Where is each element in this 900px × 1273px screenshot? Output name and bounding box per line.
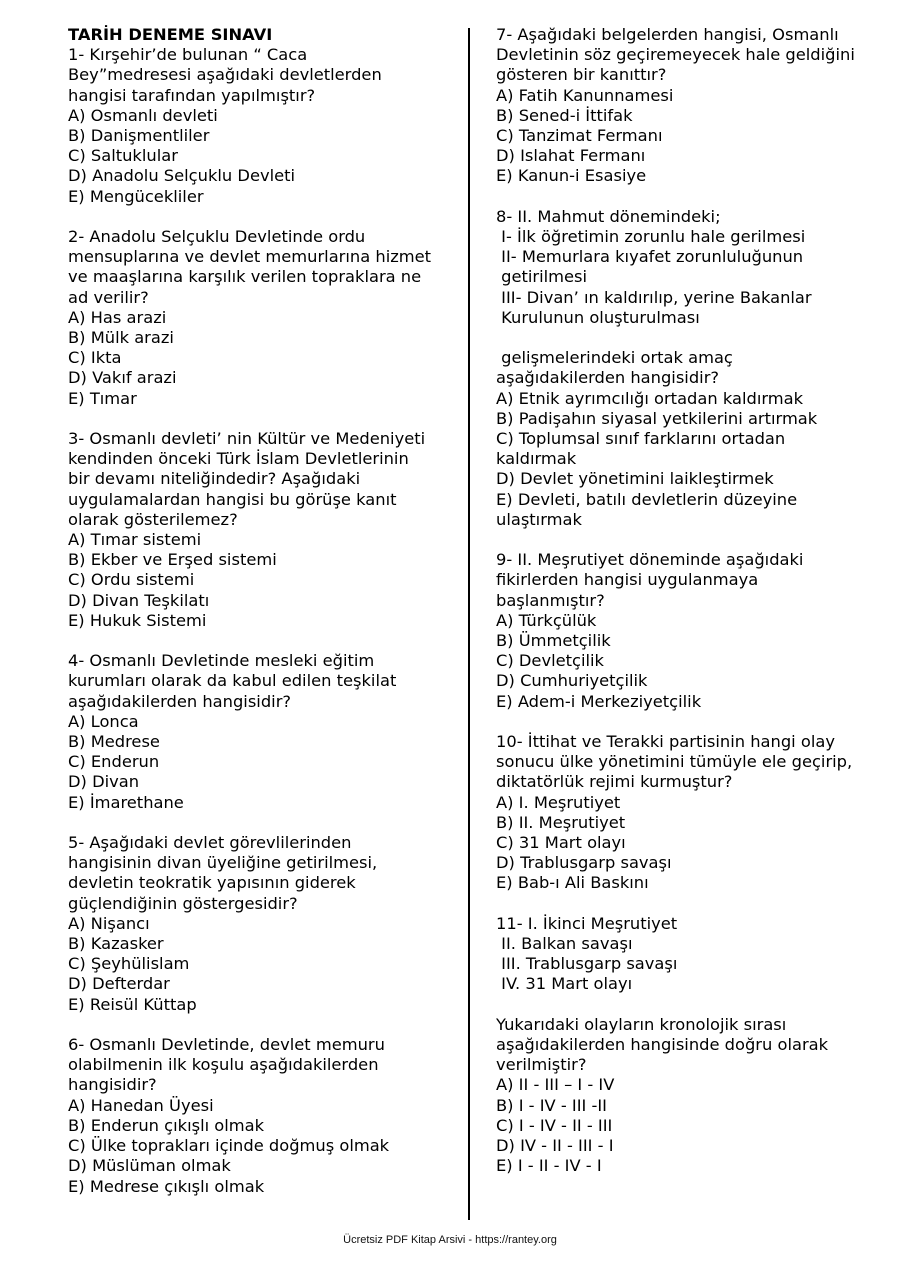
text-line: A) Osmanlı devleti: [68, 105, 218, 125]
text-line: kaldırmak: [496, 449, 577, 469]
text-line: C) Ikta: [68, 348, 122, 368]
text-line: B) Medrese: [68, 732, 160, 752]
text-line: diktatörlük rejimi kurmuştur?: [496, 772, 733, 792]
blank-line: [68, 409, 452, 429]
text-line: B) I - IV - III -II: [496, 1095, 607, 1115]
text-line: III. Trablusgarp savaşı: [496, 954, 678, 974]
text-line: D) Vakıf arazi: [68, 368, 177, 388]
exam-title: TARİH DENEME SINAVI: [68, 25, 273, 44]
text-line: sonucu ülke yönetimini tümüyle ele geçirip,: [496, 752, 853, 772]
text-line: ve maaşlarına karşılık verilen topraklara ne: [68, 267, 422, 287]
blank-line: [68, 1015, 452, 1035]
text-line: 5- Aşağıdaki devlet görevlilerinden: [68, 833, 352, 853]
blank-line: [496, 995, 880, 1015]
text-line: kurumları olarak da kabul edilen teşkilat: [68, 671, 397, 691]
text-line: aşağıdakilerden hangisidir?: [68, 691, 292, 711]
text-line: güçlendiğinin göstergesidir?: [68, 893, 298, 913]
text-line: A) Hanedan Üyesi: [68, 1095, 214, 1115]
text-line: kendinden önceki Türk İslam Devletlerinin: [68, 449, 409, 469]
text-line: B) Sened-i İttifak: [496, 105, 633, 125]
text-line: hangisinin divan üyeliğine getirilmesi,: [68, 853, 378, 873]
text-line: Bey”medresesi aşağıdaki devletlerden: [68, 65, 382, 85]
text-line: başlanmıştır?: [496, 590, 605, 610]
text-line: uygulamalardan hangisi bu görüşe kanıt: [68, 489, 397, 509]
text-line: E) Medrese çıkışlı olmak: [68, 1176, 265, 1196]
text-line: 3- Osmanlı devleti’ nin Kültür ve Medeniyeti: [68, 429, 426, 449]
text-line: A) Türkçülük: [496, 610, 597, 630]
text-line: D) Divan: [68, 772, 140, 792]
text-line: gösteren bir kanıttır?: [496, 65, 667, 85]
text-line: 7- Aşağıdaki belgelerden hangisi, Osmanlı: [496, 25, 839, 44]
blank-line: [496, 712, 880, 732]
text-line: 8- II. Mahmut dönemindeki;: [496, 206, 721, 226]
blank-line: [496, 894, 880, 914]
text-line: D) Trablusgarp savaşı: [496, 853, 672, 873]
text-line: getirilmesi: [496, 267, 588, 287]
text-line: B) Padişahın siyasal yetkilerini artırmak: [496, 408, 818, 428]
text-line: C) Devletçilik: [496, 651, 604, 671]
text-line: bir devamı niteliğindedir? Aşağıdaki: [68, 469, 361, 489]
blank-line: [496, 530, 880, 550]
text-line: E) Bab-ı Ali Baskını: [496, 873, 649, 893]
text-line: A) Lonca: [68, 711, 139, 731]
text-line: Yukarıdaki olayların kronolojik sırası: [496, 1014, 787, 1034]
blank-line: [68, 631, 452, 651]
text-line: C) Enderun: [68, 752, 160, 772]
text-line: C) Tanzimat Fermanı: [496, 126, 663, 146]
text-line: 6- Osmanlı Devletinde, devlet memuru: [68, 1035, 385, 1055]
text-line: B) Mülk arazi: [68, 328, 174, 348]
text-line: C) Şeyhülislam: [68, 954, 190, 974]
text-line: 11- I. İkinci Meşrutiyet: [496, 913, 678, 933]
text-line: ulaştırmak: [496, 509, 582, 529]
text-line: III- Divan’ ın kaldırılıp, yerine Bakanlar: [496, 287, 812, 307]
column-divider: [468, 28, 470, 1220]
text-line: A) Has arazi: [68, 307, 167, 327]
text-line: II. Balkan savaşı: [496, 934, 633, 954]
text-line: B) Ekber ve Erşed sistemi: [68, 550, 277, 570]
text-line: C) Ülke toprakları içinde doğmuş olmak: [68, 1136, 390, 1156]
text-line: 9- II. Meşrutiyet döneminde aşağıdaki: [496, 550, 804, 570]
text-line: olarak gösterilemez?: [68, 509, 238, 529]
text-line: B) II. Meşrutiyet: [496, 812, 626, 832]
text-line: D) Anadolu Selçuklu Devleti: [68, 166, 296, 186]
text-line: A) Tımar sistemi: [68, 530, 202, 550]
text-line: IV. 31 Mart olayı: [496, 974, 633, 994]
text-line: C) I - IV - II - III: [496, 1115, 613, 1135]
text-line: D) Cumhuriyetçilik: [496, 671, 648, 691]
text-line: D) Defterdar: [68, 974, 170, 994]
text-line: aşağıdakilerden hangisinde doğru olarak: [496, 1035, 829, 1055]
text-line: E) I - II - IV - I: [496, 1156, 602, 1176]
text-line: E) Adem-i Merkeziyetçilik: [496, 691, 702, 711]
text-line: D) Müslüman olmak: [68, 1156, 231, 1176]
text-line: C) Ordu sistemi: [68, 570, 195, 590]
text-line: 2- Anadolu Selçuklu Devletinde ordu: [68, 227, 366, 247]
text-line: verilmiştir?: [496, 1055, 587, 1075]
footer-text: Ücretsiz PDF Kitap Arsivi - https://rantey.org: [343, 1234, 557, 1246]
blank-line: [68, 813, 452, 833]
text-line: 4- Osmanlı Devletinde mesleki eğitim: [68, 651, 375, 671]
text-line: D) Devlet yönetimini laikleştirmek: [496, 469, 774, 489]
text-line: II- Memurlara kıyafet zorunluluğunun: [496, 247, 804, 267]
text-line: Devletinin söz geçiremeyecek hale geldiğini: [496, 45, 855, 65]
text-line: A) Fatih Kanunnamesi: [496, 85, 674, 105]
text-line: D) Islahat Fermanı: [496, 146, 646, 166]
blank-line: [496, 187, 880, 207]
text-line: 10- İttihat ve Terakki partisinin hangi olay: [496, 732, 835, 752]
text-line: mensuplarına ve devlet memurlarına hizmet: [68, 247, 432, 267]
text-line: B) Danişmentliler: [68, 126, 210, 146]
text-line: E) Hukuk Sistemi: [68, 610, 207, 630]
text-line: E) İmarethane: [68, 792, 184, 812]
text-line: E) Mengücekliler: [68, 186, 204, 206]
text-line: E) Devleti, batılı devletlerin düzeyine: [496, 489, 798, 509]
text-line: D) IV - II - III - I: [496, 1136, 614, 1156]
text-line: A) Nişancı: [68, 913, 150, 933]
text-line: aşağıdakilerden hangisidir?: [496, 368, 720, 388]
left-column: [68, 25, 452, 1197]
text-line: C) Toplumsal sınıf farklarını ortadan: [496, 429, 786, 449]
text-line: olabilmenin ilk koşulu aşağıdakilerden: [68, 1055, 379, 1075]
text-line: B) Ümmetçilik: [496, 631, 611, 651]
right-column: [496, 25, 880, 1176]
text-line: E) Reisül Küttap: [68, 994, 197, 1014]
text-line: A) I. Meşrutiyet: [496, 792, 621, 812]
text-line: fikirlerden hangisi uygulanmaya: [496, 570, 759, 590]
text-line: gelişmelerindeki ortak amaç: [496, 348, 733, 368]
text-line: hangisidir?: [68, 1075, 157, 1095]
text-line: devletin teokratik yapısının giderek: [68, 873, 356, 893]
blank-line: [68, 207, 452, 227]
text-line: D) Divan Teşkilatı: [68, 590, 210, 610]
text-line: C) 31 Mart olayı: [496, 833, 626, 853]
text-line: C) Saltuklular: [68, 146, 178, 166]
text-line: E) Kanun-i Esasiye: [496, 166, 647, 186]
text-line: A) II - III – I - IV: [496, 1075, 615, 1095]
text-line: I- İlk öğretimin zorunlu hale gerilmesi: [496, 227, 806, 247]
text-line: hangisi tarafından yapılmıştır?: [68, 85, 316, 105]
text-line: A) Etnik ayrımcılığı ortadan kaldırmak: [496, 388, 804, 408]
text-line: ad verilir?: [68, 287, 149, 307]
text-line: 1- Kırşehir’de bulunan “ Caca: [68, 45, 308, 65]
text-line: B) Kazasker: [68, 934, 164, 954]
text-line: Kurulunun oluşturulması: [496, 307, 700, 327]
text-line: B) Enderun çıkışlı olmak: [68, 1115, 265, 1135]
text-line: E) Tımar: [68, 388, 137, 408]
blank-line: [496, 328, 880, 348]
